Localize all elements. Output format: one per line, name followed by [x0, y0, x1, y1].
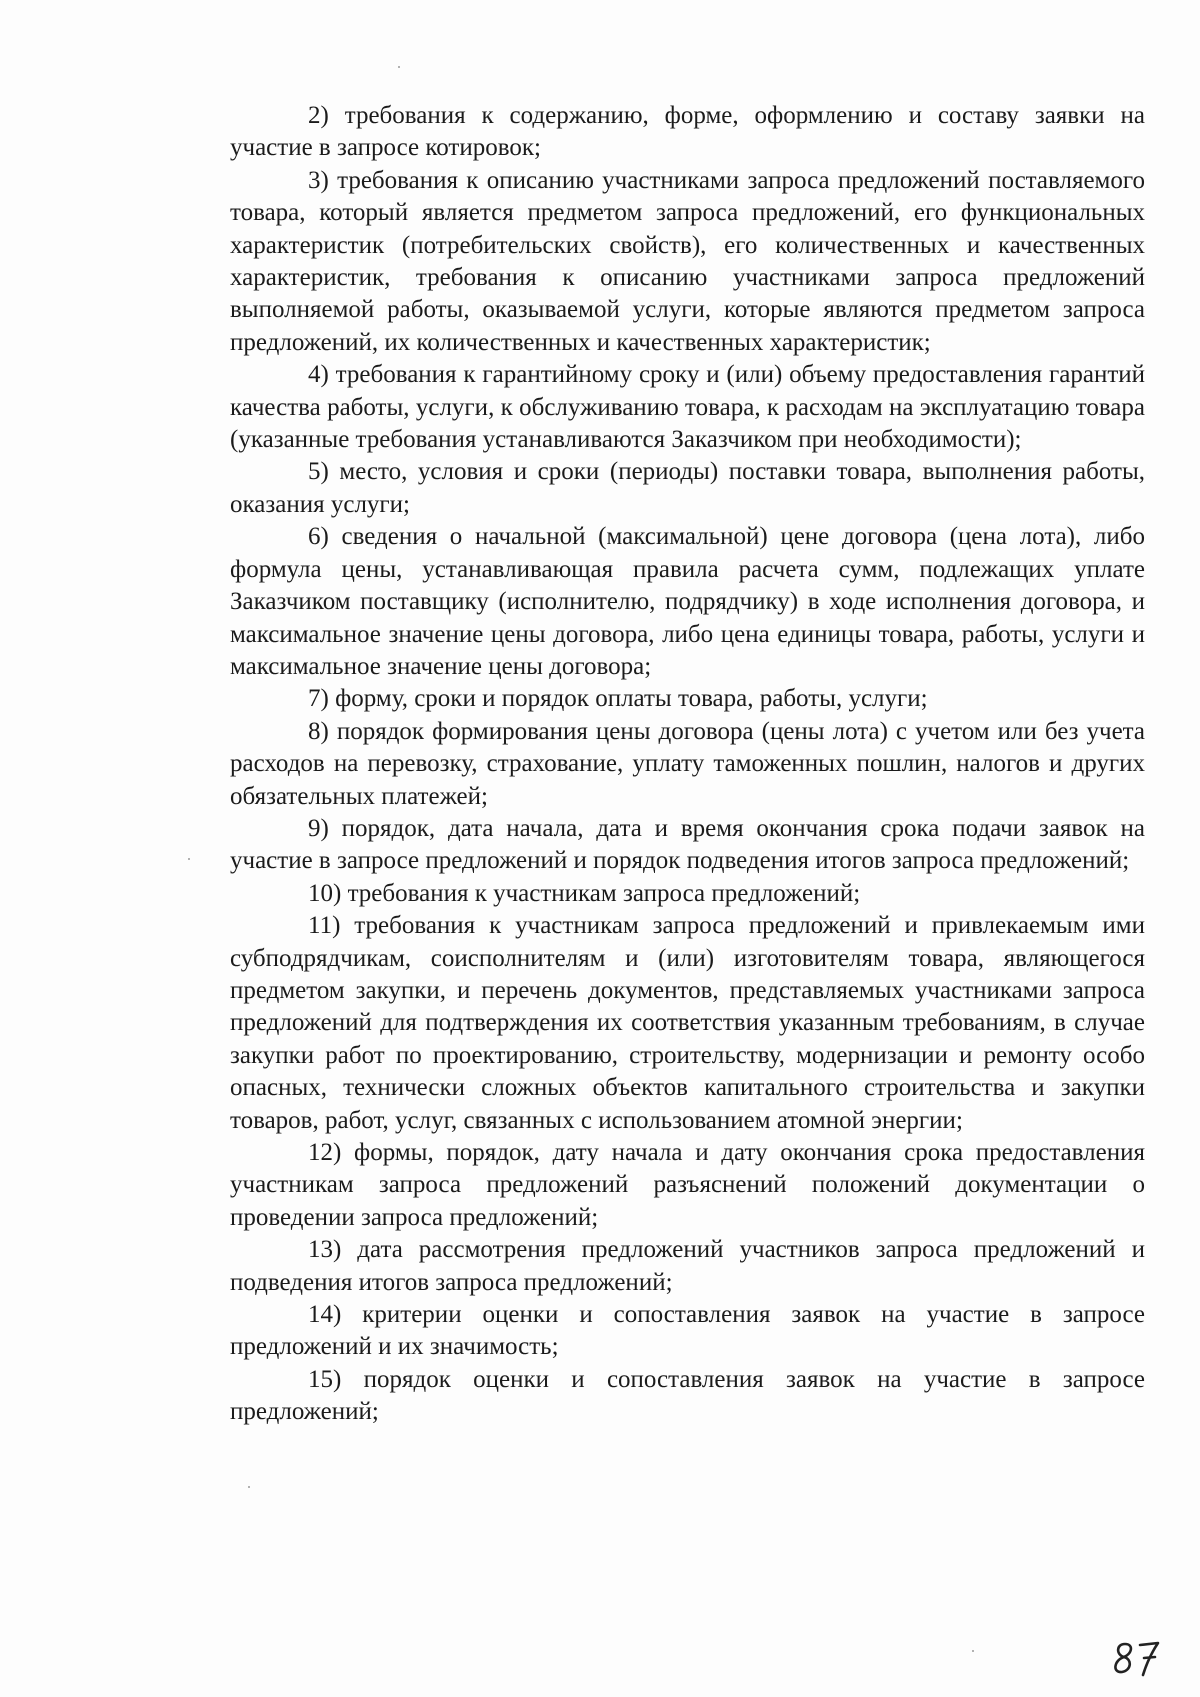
list-item: 3) требования к описанию участниками запроса предложений поставляемого товара, который является предметом запроса предложений, его функциональных характеристик (потребительских свойств), его количественных и качественных характеристик, требования к описанию участниками запроса предложений выполняемой работы, оказываемой услуги, которые являются предметом запроса предложений, их количественных и качественных характеристик;: [230, 166, 1145, 356]
document-body: [230, 100, 1145, 1429]
handwritten-page-number: [1108, 1638, 1168, 1678]
list-item: 11) требования к участникам запроса предложений и привлекаемым ими субподрядчикам, соисполнителям и (или) изготовителям товара, являющегося предметом закупки, и перечень документов, представляемых участниками запроса предложений для подтверждения их соответствия указанным требованиям, в случае закупки работ по проектированию, строительству, модернизации и ремонту особо опасных, технически сложных объектов капитального строительства и закупки товаров, работ, услуг, связанных с использованием атомной энергии;: [230, 912, 1145, 1134]
list-item: 8) порядок формирования цены договора (цены лота) с учетом или без учета расходов на перевозку, страхование, уплату таможенных пошлин, налогов и других обязательных платежей;: [230, 717, 1145, 810]
list-item: 12) формы, порядок, дату начала и дату окончания срока предоставления участникам запроса предложений разъяснений положений документации о проведении запроса предложений;: [230, 1139, 1145, 1231]
scan-speck: [972, 1650, 974, 1652]
list-item: 10) требования к участникам запроса предложений;: [308, 879, 861, 907]
list-item: 15) порядок оценки и сопоставления заявок на участие в запросе предложений;: [230, 1365, 1145, 1426]
scan-speck: [398, 66, 400, 68]
list-item: 4) требования к гарантийному сроку и (или) объему предоставления гарантий качества работы, услуги, к обслуживанию товара, к расходам на эксплуатацию товара (указанные требования устанавливаются Заказчиком при необходимости);: [230, 361, 1145, 454]
list-item: 2) требования к содержанию, форме, оформлению и составу заявки на участие в запросе котировок;: [230, 102, 1145, 162]
list-item: 14) критерии оценки и сопоставления заявок на участие в запросе предложений и их значимость;: [230, 1301, 1145, 1361]
list-item: 7) форму, сроки и порядок оплаты товара, работы, услуги;: [308, 685, 928, 713]
list-item: 5) место, условия и сроки (периоды) поставки товара, выполнения работы, оказания услуги;: [230, 458, 1145, 518]
scan-speck: [248, 1486, 250, 1488]
list-item: 9) порядок, дата начала, дата и время окончания срока подачи заявок на участие в запросе предложений и порядок подведения итогов запроса предложений;: [230, 814, 1145, 875]
list-item: 13) дата рассмотрения предложений участников запроса предложений и подведения итогов запроса предложений;: [230, 1236, 1145, 1296]
scan-speck: [188, 858, 190, 860]
list-item: 6) сведения о начальной (максимальной) цене договора (цена лота), либо формула цены, устанавливающая правила расчета сумм, подлежащих уплате Заказчиком поставщику (исполнителю, подрядчику) в ходе исполнения договора, и максимальное значение цены договора, либо цена единицы товара, работы, услуги и максимальное значение цены договора;: [230, 523, 1145, 680]
